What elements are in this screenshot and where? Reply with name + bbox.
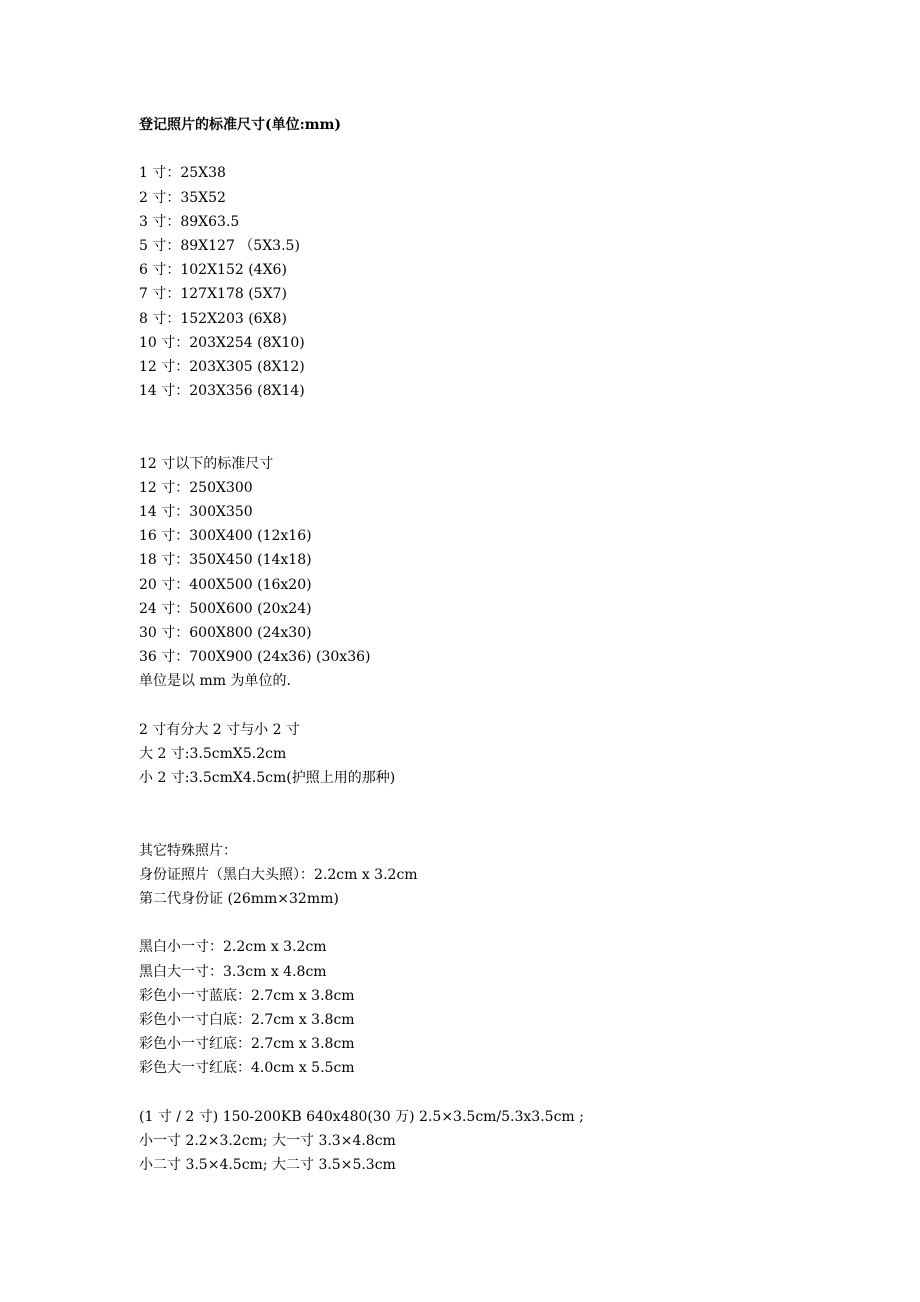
digital-specs [139, 1105, 839, 1178]
size-line: 小二寸 3.5×4.5cm; 大二寸 3.5×5.3cm [139, 1157, 396, 1174]
size-line: 24 寸：500X600 (20x24) [139, 600, 312, 617]
size-line: 36 寸：700X900 (24x36) (30x36) [139, 649, 371, 666]
size-line: 8 寸：152X203 (6X8) [139, 310, 287, 327]
document-title: 登记照片的标准尺寸(单位:mm) [139, 117, 342, 133]
size-line: 14 寸：300X350 [139, 504, 253, 521]
size-line: (1 寸 / 2 寸) 150-200KB 640x480(30 万) 2.5×3.5cm/5.3x3.5cm ; [139, 1108, 584, 1125]
section-heading: 其它特殊照片： [139, 842, 237, 859]
spacer [139, 790, 839, 838]
size-line: 小一寸 2.2×3.2cm; 大一寸 3.3×4.8cm [139, 1132, 396, 1149]
spacer [139, 137, 839, 161]
document-page [139, 113, 839, 1177]
spacer [139, 694, 839, 718]
unit-note: 单位是以 mm 为单位的. [139, 673, 291, 690]
one-inch-variants [139, 935, 839, 1080]
size-line: 6 寸：102X152 (4X6) [139, 262, 287, 279]
size-line: 彩色小一寸白底：2.7cm x 3.8cm [139, 1011, 355, 1028]
large-sizes-list [139, 452, 839, 694]
spacer [139, 911, 839, 935]
size-line: 5 寸：89X127 （5X3.5) [139, 237, 300, 254]
size-line: 10 寸：203X254 (8X10) [139, 334, 305, 351]
size-line: 2 寸：35X52 [139, 189, 226, 206]
size-line: 第二代身份证 (26mm×32mm) [139, 891, 339, 908]
size-line: 小 2 寸:3.5cmX4.5cm(护照上用的那种) [139, 770, 396, 787]
size-line: 身份证照片（黑白大头照）：2.2cm x 3.2cm [139, 866, 418, 883]
size-line: 12 寸：203X305 (8X12) [139, 358, 305, 375]
size-line: 20 寸：400X500 (16x20) [139, 576, 312, 593]
size-line: 16 寸：300X400 (12x16) [139, 528, 312, 545]
spacer [139, 403, 839, 451]
section-heading: 12 寸以下的标准尺寸 [139, 455, 274, 472]
size-line: 彩色小一寸红底：2.7cm x 3.8cm [139, 1036, 355, 1053]
size-line: 30 寸：600X800 (24x30) [139, 624, 312, 641]
size-line: 3 寸：89X63.5 [139, 213, 240, 230]
size-line: 彩色大一寸红底：4.0cm x 5.5cm [139, 1060, 355, 1077]
size-line: 14 寸：203X356 (8X14) [139, 383, 305, 400]
size-line: 黑白大一寸：3.3cm x 4.8cm [139, 963, 327, 980]
size-line: 7 寸：127X178 (5X7) [139, 286, 287, 303]
size-line: 黑白小一寸：2.2cm x 3.2cm [139, 939, 327, 956]
size-line: 18 寸：350X450 (14x18) [139, 552, 312, 569]
special-photos [139, 839, 839, 912]
spacer [139, 1081, 839, 1105]
size-line: 彩色小一寸蓝底：2.7cm x 3.8cm [139, 987, 355, 1004]
size-line: 1 寸：25X38 [139, 165, 226, 182]
standard-sizes-list [139, 161, 839, 403]
size-line: 12 寸：250X300 [139, 479, 253, 496]
section-heading: 2 寸有分大 2 寸与小 2 寸 [139, 721, 300, 738]
two-inch-sizes [139, 718, 839, 791]
size-line: 大 2 寸:3.5cmX5.2cm [139, 745, 287, 762]
